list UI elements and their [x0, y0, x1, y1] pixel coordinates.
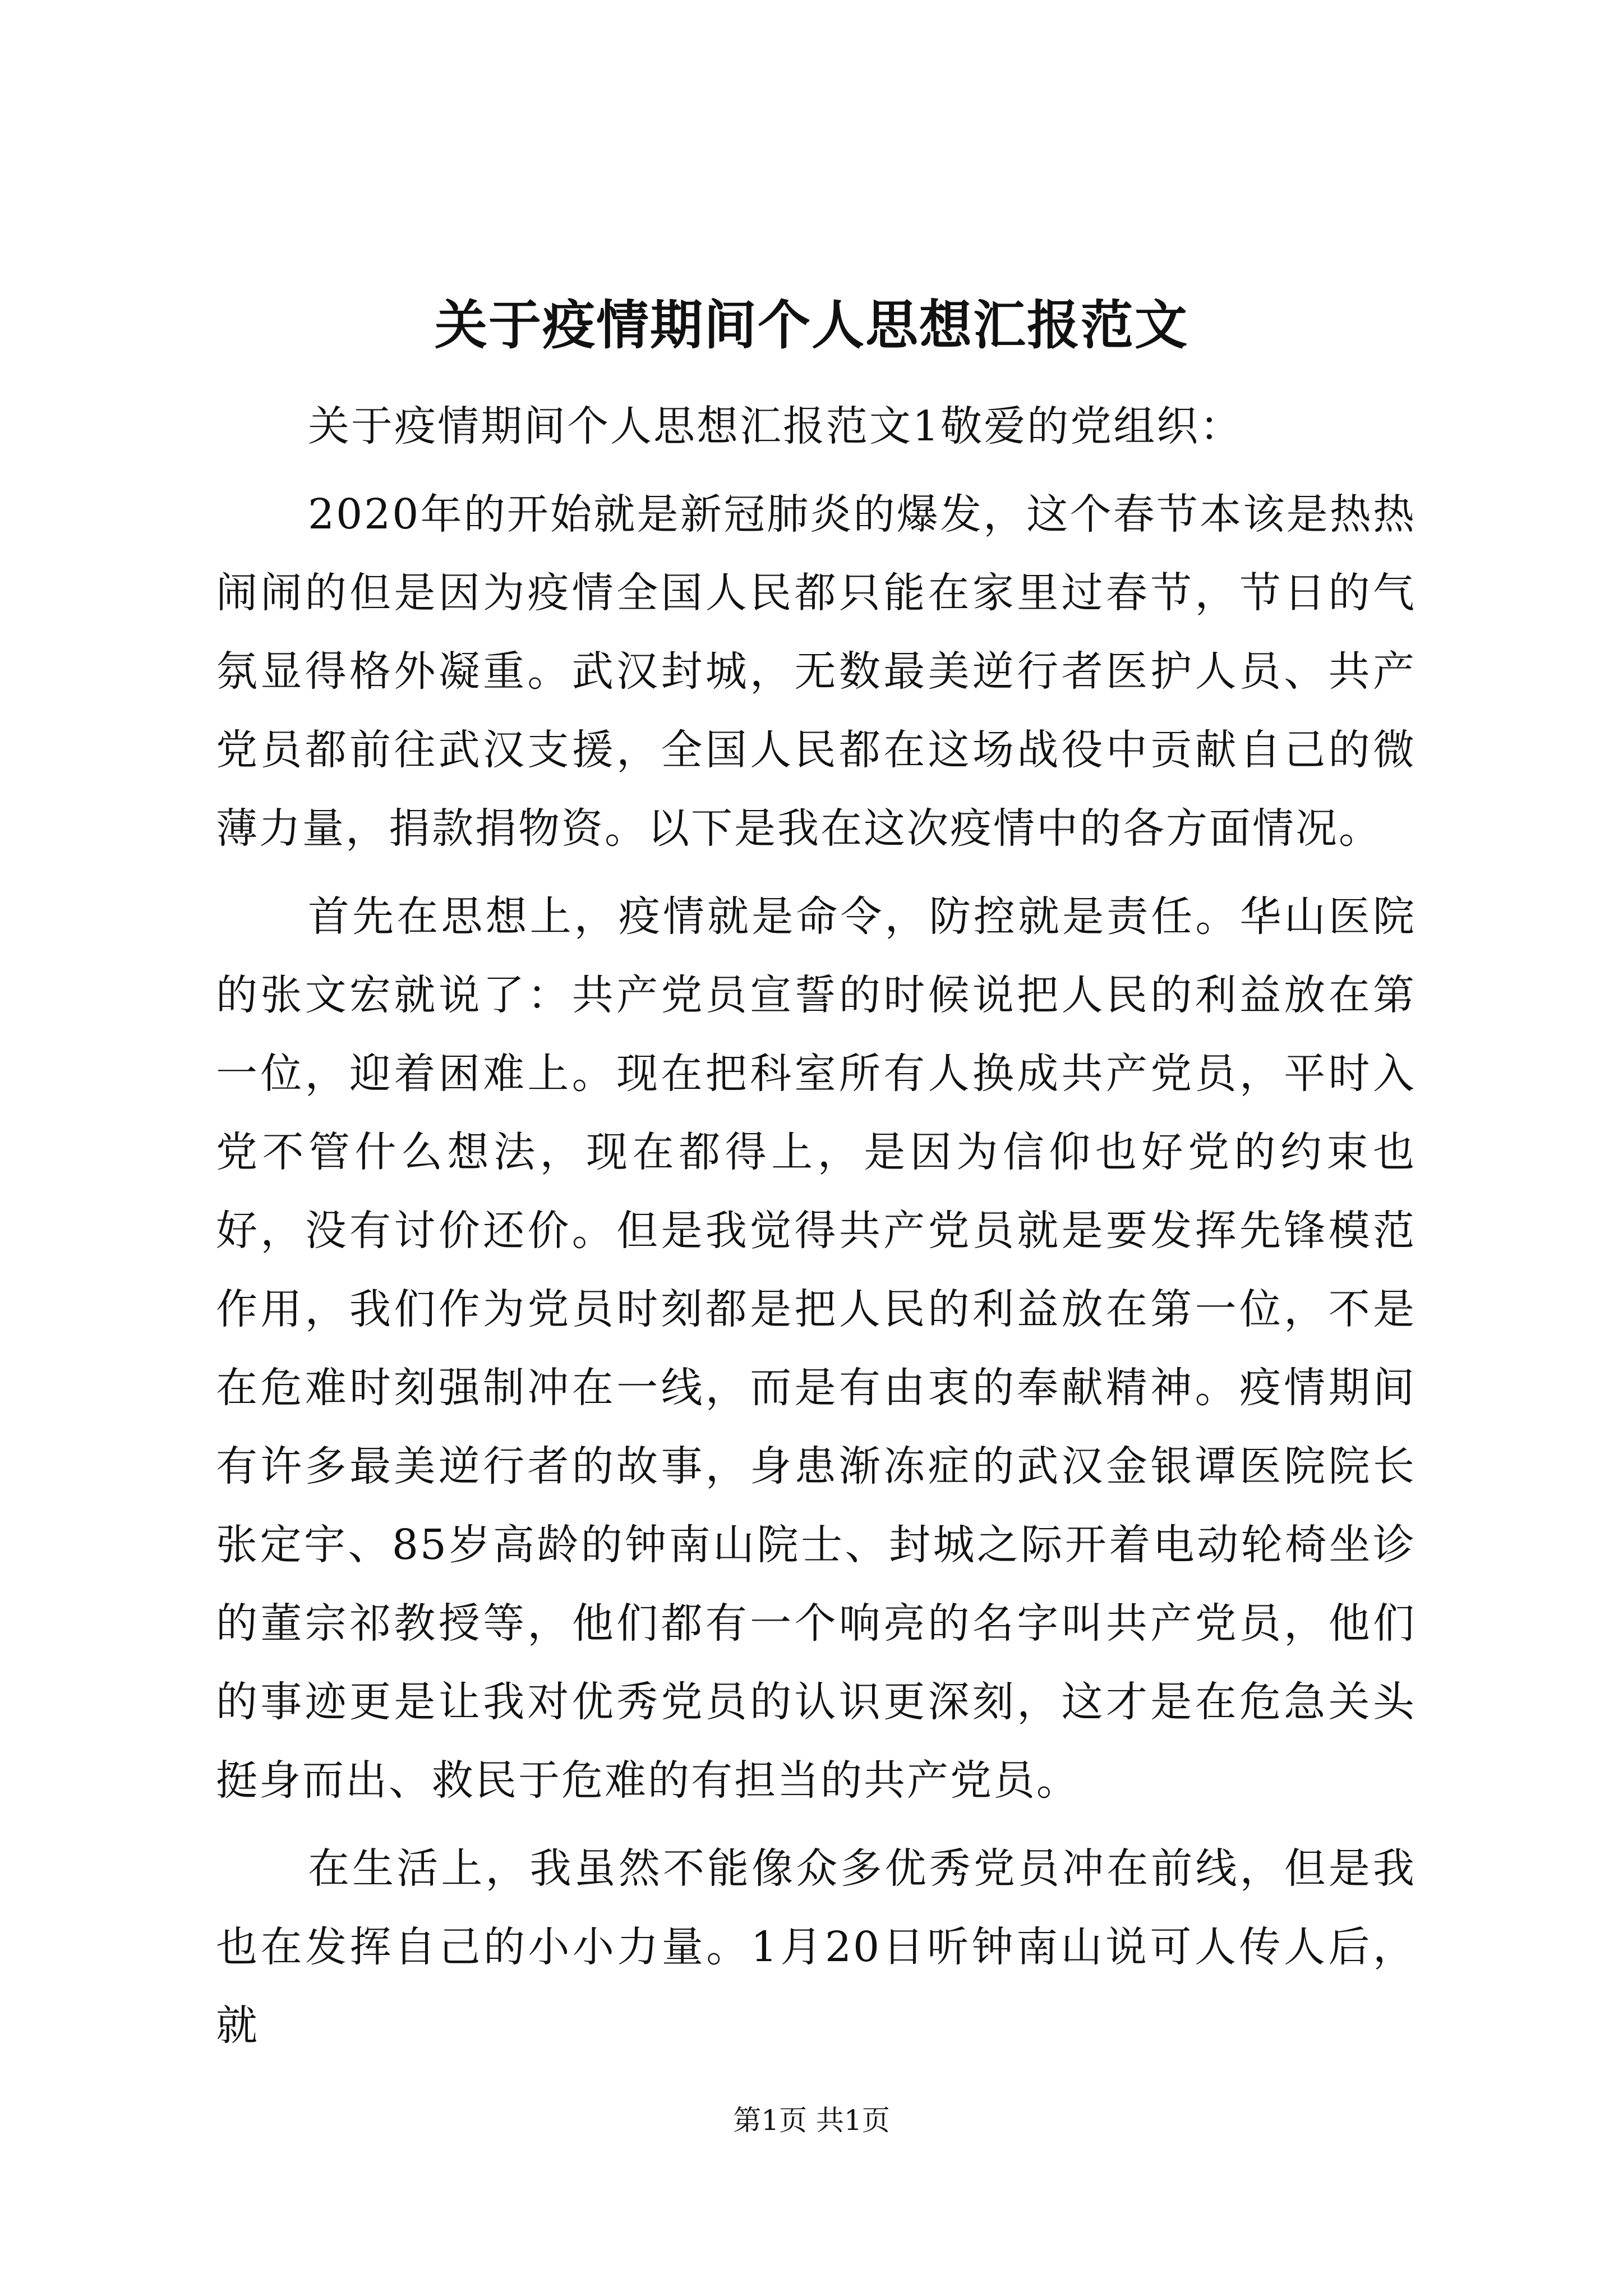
salutation-paragraph: 关于疫情期间个人思想汇报范文1敬爱的党组织： — [308, 402, 1243, 450]
body-paragraph: 首先在思想上，疫情就是命令，防控就是责任。华山医院的张文宏就说了：共产党员宣誓的时候说把人民的利益放在第一位，迎着困难上。现在把科室所有人换成共产党员，平时入党不管什么想法，现在都得上，是因为信仰也好党的约束也好，没有讨价还价。但是我觉得共产党员就是要发挥先锋模范作用，我们作为党员时刻都是把人民的利益放在第一位，不是在危难时刻强制冲在一线，而是有由衷的奉献精神。疫情期间有许多最美逆行者的故事，身患渐冻症的武汉金银谭医院院长张定宇、85岁高龄的钟南山院士、封城之际开着电动轮椅坐诊的董宗祁教授等，他们都有一个响亮的名字叫共产党员，他们的事迹更是让我对优秀党员的认识更深刻，这才是在危急关头挺身而出、救民于危难的有担当的共产党员。 — [216, 892, 1416, 1805]
document-title: 关于疫情期间个人思想汇报范文 — [434, 295, 1188, 356]
body-paragraph: 在生活上，我虽然不能像众多优秀党员冲在前线，但是我也在发挥自己的小小力量。1月20日听钟南山说可人传人后，就 — [216, 1844, 1416, 2050]
document-body — [216, 387, 1416, 2074]
body-paragraph: 2020年的开始就是新冠肺炎的爆发，这个春节本该是热热闹闹的但是因为疫情全国人民都只能在家里过春节，节日的气氛显得格外凝重。武汉封城，无数最美逆行者医护人员、共产党员都前往武汉支援，全国人民都在这场战役中贡献自己的微薄力量，捐款捐物资。以下是我在这次疫情中的各方面情况。 — [216, 490, 1416, 853]
page-number-footer: 第1页 共1页 — [733, 2104, 890, 2137]
